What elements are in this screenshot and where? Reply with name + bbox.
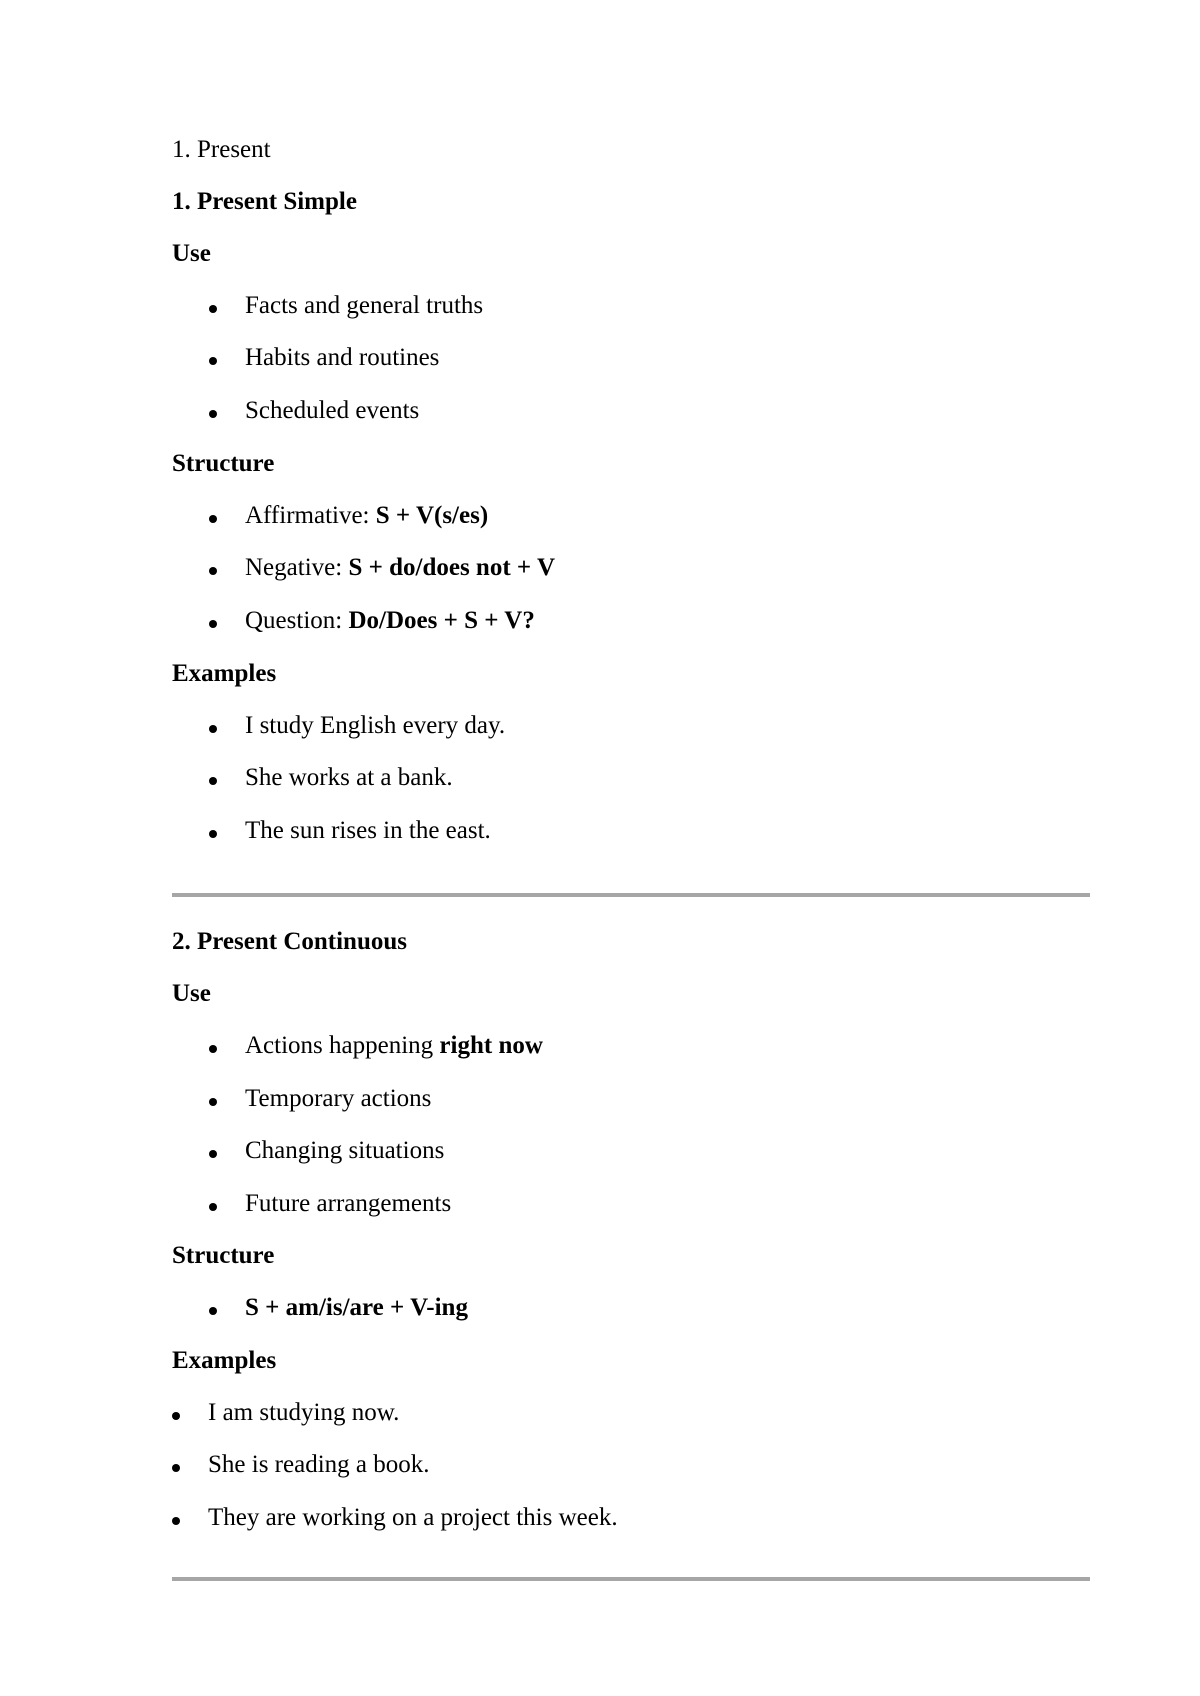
structure-item-question xyxy=(245,606,535,636)
horizontal-divider xyxy=(172,893,1090,897)
use-item-emphasis: right now xyxy=(439,1032,543,1059)
use-item: Temporary actions xyxy=(245,1085,432,1112)
structure-formula: Do/Does + S + V? xyxy=(348,607,535,634)
top-heading: 1. Present xyxy=(172,136,271,163)
example-item: I am studying now. xyxy=(208,1399,400,1426)
bullet-icon xyxy=(172,1464,180,1472)
bullet-icon xyxy=(209,1150,217,1158)
structure-item-label: Negative: xyxy=(245,554,349,581)
bullet-icon xyxy=(172,1412,180,1420)
use-label: Use xyxy=(172,240,211,267)
bullet-icon xyxy=(209,620,217,628)
horizontal-divider xyxy=(172,1577,1090,1581)
bullet-icon xyxy=(209,357,217,365)
example-item: They are working on a project this week. xyxy=(208,1504,618,1531)
bullet-icon xyxy=(172,1517,180,1525)
bullet-icon xyxy=(209,1307,217,1315)
structure-formula: do/does not xyxy=(389,554,511,581)
bullet-icon xyxy=(209,725,217,733)
example-item: I study English every day. xyxy=(245,712,506,739)
bullet-icon xyxy=(209,515,217,523)
use-label: Use xyxy=(172,980,211,1007)
use-item-text: Actions happening xyxy=(245,1032,440,1059)
structure-label: Structure xyxy=(172,1242,275,1269)
structure-item-affirmative xyxy=(245,501,488,531)
structure-label: Structure xyxy=(172,450,275,477)
structure-formula: S + xyxy=(348,554,390,581)
use-item: Facts and general truths xyxy=(245,292,484,319)
bullet-icon xyxy=(209,567,217,575)
bullet-icon xyxy=(209,410,217,418)
examples-label: Examples xyxy=(172,660,277,687)
bullet-icon xyxy=(209,1203,217,1211)
structure-item-label: Question: xyxy=(245,607,349,634)
examples-label: Examples xyxy=(172,1347,277,1374)
example-item: She is reading a book. xyxy=(208,1451,430,1478)
structure-formula: + V xyxy=(510,554,556,581)
use-item: Future arrangements xyxy=(245,1190,452,1217)
example-item: She works at a bank. xyxy=(245,764,453,791)
use-item xyxy=(245,1031,543,1061)
example-item: The sun rises in the east. xyxy=(245,817,491,844)
bullet-icon xyxy=(209,305,217,313)
use-item: Changing situations xyxy=(245,1137,445,1164)
section-title-present-simple: 1. Present Simple xyxy=(172,188,357,215)
use-item: Scheduled events xyxy=(245,397,420,424)
section-title-present-continuous: 2. Present Continuous xyxy=(172,928,407,955)
bullet-icon xyxy=(209,1098,217,1106)
structure-formula: S + am/is/are + V-ing xyxy=(245,1294,468,1321)
bullet-icon xyxy=(209,777,217,785)
structure-formula: S + V(s/es) xyxy=(375,502,489,529)
structure-item-negative xyxy=(245,553,555,583)
structure-item-label: Affirmative: xyxy=(245,502,376,529)
bullet-icon xyxy=(209,1045,217,1053)
use-item: Habits and routines xyxy=(245,344,440,371)
bullet-icon xyxy=(209,830,217,838)
